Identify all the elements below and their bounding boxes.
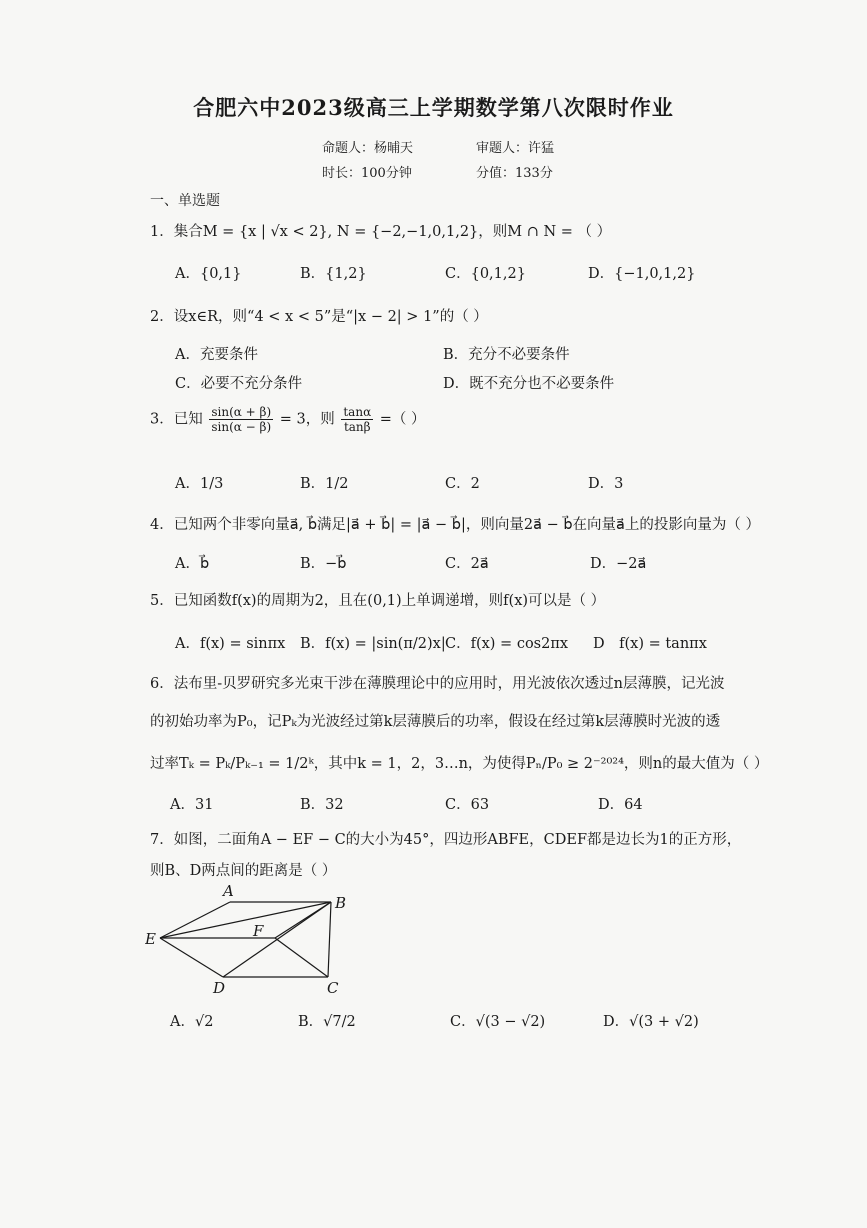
vertex-label-e: E bbox=[145, 930, 156, 948]
question-5-option-a: A．f(x) = sinπx bbox=[175, 636, 286, 652]
vertex-label-d: D bbox=[213, 979, 226, 997]
question-2-option-a: A．充要条件 bbox=[175, 347, 258, 363]
question-4-option-b: B．−b⃗ bbox=[300, 556, 347, 572]
vertex-label-b: B bbox=[335, 894, 347, 912]
author: 命题人：杨晡天 bbox=[322, 141, 414, 156]
question-7-option-b: B．√7/2 bbox=[298, 1014, 356, 1030]
fraction-denominator: sin(α − β) bbox=[211, 420, 272, 434]
reviewer: 审题人：许猛 bbox=[476, 141, 555, 156]
question-2-option-c: C．必要不充分条件 bbox=[175, 376, 303, 392]
question-6-line-1: 6．法布里-贝罗研究多光束干涉在薄膜理论中的应用时，用光波依次透过n层薄膜，记光波 bbox=[150, 676, 725, 692]
section-title: 一、单选题 bbox=[150, 193, 220, 209]
question-3-suffix: =（ ） bbox=[379, 411, 426, 428]
question-3-option-a: A．1/3 bbox=[175, 476, 224, 492]
question-3-fraction-2 bbox=[341, 405, 373, 434]
dihedral-angle-figure bbox=[145, 880, 365, 1000]
question-1-option-b: B．{1,2} bbox=[300, 266, 367, 282]
edge-fc bbox=[275, 938, 328, 977]
question-3-mid: = 3，则 bbox=[279, 411, 335, 428]
question-6-line-2: 的初始功率为P₀，记Pₖ为光波经过第k层薄膜后的功率，假设在经过第k层薄膜时光波的透 bbox=[150, 714, 721, 730]
question-5-stem: 5．已知函数f(x)的周期为2，且在(0,1)上单调递增，则f(x)可以是（ ） bbox=[150, 593, 606, 609]
question-6-line-3: 过率Tₖ = Pₖ/Pₖ₋₁ = 1/2ᵏ，其中k = 1，2，3…n，为使得Pₙ/P₀ ≥ 2⁻²⁰²⁴，则n的最大值为（ ） bbox=[150, 756, 769, 772]
question-7-option-d: D．√(3 + √2) bbox=[603, 1014, 699, 1030]
question-6-option-b: B．32 bbox=[300, 797, 344, 813]
question-3-stem bbox=[150, 405, 426, 434]
question-3-option-c: C．2 bbox=[445, 476, 480, 492]
question-1-option-d: D．{−1,0,1,2} bbox=[588, 266, 696, 282]
question-2-option-d: D．既不充分也不必要条件 bbox=[443, 376, 615, 392]
question-7-line-2: 则B、D两点间的距离是（ ） bbox=[150, 863, 337, 879]
question-5-option-d: D f(x) = tanπx bbox=[593, 636, 707, 652]
question-5-option-c: C．f(x) = cos2πx bbox=[445, 636, 569, 652]
question-1-stem: 1．集合M = {x | √x < 2}, N = {−2,−1,0,1,2}，则M ∩ N = （ ） bbox=[150, 224, 612, 240]
question-7-option-a: A．√2 bbox=[170, 1014, 214, 1030]
fraction-numerator: sin(α + β) bbox=[211, 405, 272, 419]
fraction-denominator: tanβ bbox=[343, 420, 371, 434]
edge-ed bbox=[160, 938, 223, 977]
vertex-label-a: A bbox=[223, 882, 234, 900]
question-4-stem: 4．已知两个非零向量a⃗, b⃗满足|a⃗ + b⃗| = |a⃗ − b⃗|，则向量2a⃗ − b⃗在向量a⃗上的投影向量为（ ） bbox=[150, 517, 761, 533]
question-3-option-b: B．1/2 bbox=[300, 476, 349, 492]
edge-ea bbox=[160, 902, 230, 938]
question-7-option-c: C．√(3 − √2) bbox=[450, 1014, 546, 1030]
edge-bc bbox=[328, 902, 331, 977]
question-3-prefix: 3．已知 bbox=[150, 411, 203, 428]
question-1-option-c: C．{0,1,2} bbox=[445, 266, 526, 282]
total-score: 分值：133分 bbox=[476, 166, 553, 181]
question-6-option-a: A．31 bbox=[170, 797, 214, 813]
vertex-label-f: F bbox=[253, 922, 264, 940]
question-5-option-b: B．f(x) = |sin(π/2)x| bbox=[300, 636, 446, 652]
question-4-option-c: C．2a⃗ bbox=[445, 556, 489, 572]
question-3-option-d: D．3 bbox=[588, 476, 624, 492]
vertex-label-c: C bbox=[327, 979, 339, 997]
exam-title: 合肥六中2023级高三上学期数学第八次限时作业 bbox=[193, 95, 674, 120]
fraction-numerator: tanα bbox=[343, 405, 372, 419]
question-3-fraction-1 bbox=[209, 405, 273, 434]
question-1-option-a: A．{0,1} bbox=[175, 266, 242, 282]
question-2-option-b: B．充分不必要条件 bbox=[443, 347, 570, 363]
question-7-line-1: 7．如图，二面角A − EF − C的大小为45°，四边形ABFE，CDEF都是边长为1的正方形， bbox=[150, 832, 742, 848]
question-6-option-c: C．63 bbox=[445, 797, 490, 813]
question-4-option-a: A．b⃗ bbox=[175, 556, 210, 572]
question-2-stem: 2．设x∈R，则“4 < x < 5”是“|x − 2| > 1”的（ ） bbox=[150, 309, 488, 325]
question-4-option-d: D．−2a⃗ bbox=[590, 556, 647, 572]
question-6-option-d: D．64 bbox=[598, 797, 643, 813]
duration: 时长：100分钟 bbox=[322, 166, 412, 181]
